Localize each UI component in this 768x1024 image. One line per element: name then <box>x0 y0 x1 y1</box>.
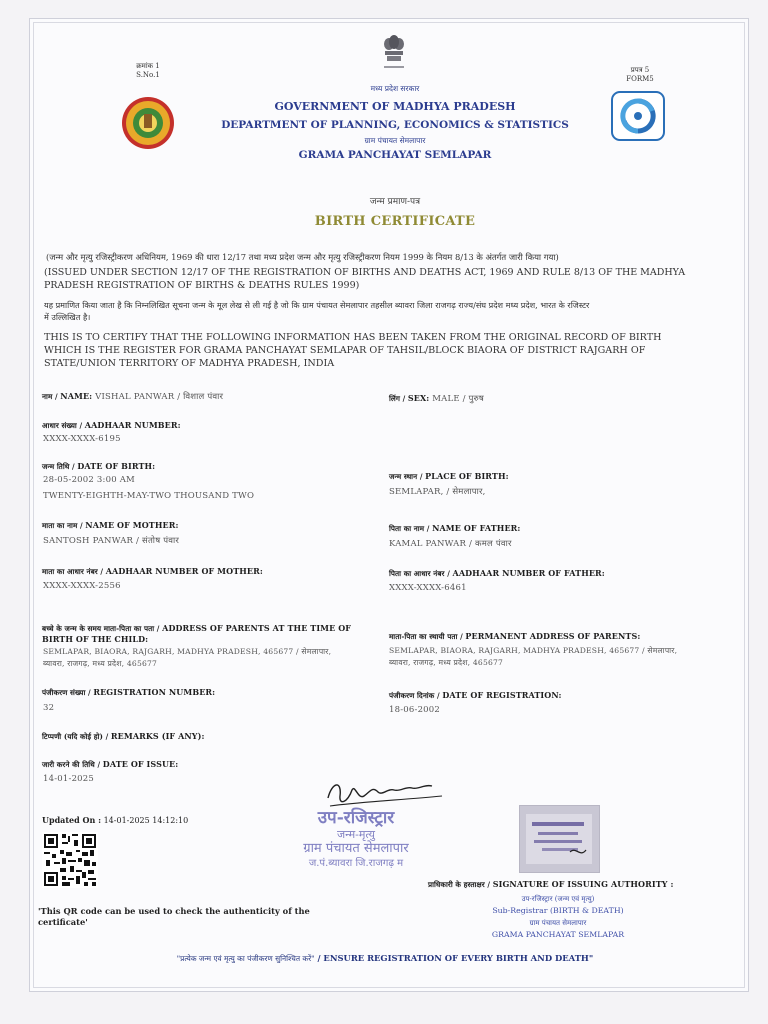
updated-on <box>42 815 188 825</box>
remarks-label-group <box>42 731 205 742</box>
birth-address-label-group <box>42 623 372 644</box>
father-aadhaar-label: AADHAAR NUMBER OF FATHER: <box>452 568 605 578</box>
dob-value: 28-05-2002 3:00 AM <box>43 475 135 485</box>
issue-label-group <box>42 759 178 770</box>
small-seal-image <box>519 805 600 873</box>
authority-en: Sub-Registrar (BIRTH & DEATH) <box>492 906 624 915</box>
sex-label-hi: लिंग / <box>389 394 408 403</box>
authority-hi: उप-रजिस्ट्रार (जन्म एवं मृत्यु) <box>521 895 595 903</box>
aadhaar-label-group <box>42 420 181 431</box>
certify-hindi-line-2: में उल्लिखित है। <box>44 312 91 322</box>
authority-panchayat-hi: ग्राम पंचायत सेमलापार <box>529 919 587 927</box>
perm-address-label: PERMANENT ADDRESS OF PARENTS: <box>465 631 641 641</box>
mp-seal-icon <box>121 96 175 150</box>
birth-address-label-hi: बच्चे के जन्म के समय माता-पिता का पता / <box>42 624 163 633</box>
remarks-label: REMARKS (IF ANY): <box>110 731 205 741</box>
gov-hindi: मध्य प्रदेश सरकार <box>370 84 420 93</box>
pob-label: PLACE OF BIRTH: <box>425 471 509 481</box>
issue-label: DATE OF ISSUE: <box>102 759 179 769</box>
sex-field <box>389 393 484 404</box>
perm-address-value-1: SEMLAPAR, BIAORA, RAJGARH, MADHYA PRADESH, 465677 / सेमलापार, <box>389 646 678 655</box>
perm-address-label-group <box>389 631 640 642</box>
issued-under-line-2: PRADESH REGISTRATION OF BIRTHS & DEATHS RULES 1999) <box>44 280 360 291</box>
father-aadhaar-label-group <box>389 568 605 579</box>
regdate-label: DATE OF REGISTRATION: <box>442 690 562 700</box>
form-en: FORM5 <box>626 75 654 83</box>
serial-number <box>120 62 176 80</box>
father-label-group <box>389 523 520 534</box>
certify-line-2: WHICH IS THE REGISTER FOR GRAMA PANCHAYAT SEMLAPAR OF TAHSIL/BLOCK BIAORA OF DISTRICT RAJGARH OF <box>44 345 646 356</box>
slogan <box>60 953 710 964</box>
form-hi: प्रपत्र 5 <box>630 66 650 74</box>
serial-en: S.No.1 <box>136 71 160 79</box>
remarks-label-hi: टिप्पणी (यदि कोई हो) / <box>42 732 111 741</box>
qr-note-line-2: certificate' <box>38 917 88 927</box>
issuing-authority <box>478 893 638 941</box>
certify-hindi-line-1: यह प्रमाणित किया जाता है कि निम्नलिखित सूचना जन्म के मूल लेख से ली गई है जो कि ग्राम पंचायत सेमलापार तहसील ब्यावरा जिला राजगढ़ राज्य/संघ प्रदेश मध्य प्रदेश, भारत के रजिस्टर <box>44 300 590 310</box>
perm-address-value-2: ब्यावरा, राजगढ़, मध्य प्रदेश, 465677 <box>389 658 504 667</box>
mother-label-hi: माता का नाम / <box>42 521 86 530</box>
official-stamp <box>276 808 436 870</box>
mother-aadhaar-label-group <box>42 566 263 577</box>
form-number <box>612 66 668 84</box>
panchayat-hindi: ग्राम पंचायत सेमलापार <box>364 136 426 145</box>
mother-aadhaar-value: XXXX-XXXX-2556 <box>43 581 121 591</box>
pob-value: SEMLAPAR, / सेमलापार, <box>389 487 486 497</box>
certify-line-3: STATE/UNION TERRITORY OF MADHYA PRADESH, INDIA <box>44 358 335 369</box>
pob-label-group <box>389 471 509 482</box>
stamp-line-1: उप-रजिस्ट्रार <box>317 808 395 828</box>
qr-note-line-1: 'This QR code can be used to check the authenticity of the <box>38 906 310 916</box>
father-label: NAME OF FATHER: <box>432 523 521 533</box>
dob-words: TWENTY-EIGHTH-MAY-TWO THOUSAND TWO <box>43 491 255 501</box>
qr-note <box>38 906 358 928</box>
aadhaar-label-hi: आधार संख्या / <box>42 421 85 430</box>
aadhaar-value: XXXX-XXXX-6195 <box>43 434 121 444</box>
birth-address-label-1: ADDRESS OF PARENTS AT THE TIME OF <box>162 623 352 633</box>
dept-title: DEPARTMENT OF PLANNING, ECONOMICS & STATISTICS <box>221 119 569 131</box>
regdate-label-group <box>389 690 562 701</box>
regno-label-group <box>42 687 215 698</box>
slogan-hindi: "प्रत्येक जन्म एवं मृत्यु का पंजीकरण सुनिश्चित करें" <box>176 954 315 963</box>
mother-aadhaar-label: AADHAAR NUMBER OF MOTHER: <box>105 566 263 576</box>
signature-label: SIGNATURE OF ISSUING AUTHORITY : <box>492 879 674 889</box>
father-label-hi: पिता का नाम / <box>389 524 433 533</box>
name-label: NAME: <box>60 391 93 401</box>
birth-address-value-2: ब्यावरा, राजगढ़, मध्य प्रदेश, 465677 <box>43 659 158 668</box>
birth-address-label-2: BIRTH OF THE CHILD: <box>42 634 149 644</box>
aadhaar-label: AADHAAR NUMBER: <box>84 420 181 430</box>
crs-logo-icon <box>611 91 665 141</box>
perm-address-label-hi: माता-पिता का स्थायी पता / <box>389 632 466 641</box>
dob-label: DATE OF BIRTH: <box>77 461 156 471</box>
name-value: VISHAL PANWAR / विशाल पंवार <box>95 392 224 402</box>
mother-label-group <box>42 520 179 531</box>
signature-label-group <box>428 879 674 890</box>
birth-address-value-1: SEMLAPAR, BIAORA, RAJGARH, MADHYA PRADESH, 465677 / सेमलापार, <box>43 647 332 656</box>
authority-panchayat-en: GRAMA PANCHAYAT SEMLAPAR <box>491 930 625 939</box>
stamp-line-2: जन्म-मृत्यु <box>336 828 376 841</box>
mother-aadhaar-label-hi: माता का आधार नंबर / <box>42 567 106 576</box>
regdate-value: 18-06-2002 <box>389 705 441 715</box>
stamp-line-3: ग्राम पंचायत सेमलापार <box>303 841 409 856</box>
certify-line-1: THIS IS TO CERTIFY THAT THE FOLLOWING INFORMATION HAS BEEN TAKEN FROM THE ORIGINAL RECORD OF BIRTH <box>44 332 662 343</box>
regno-label-hi: पंजीकरण संख्या / <box>42 688 94 697</box>
father-aadhaar-label-hi: पिता का आधार नंबर / <box>389 569 453 578</box>
updated-label: Updated On : <box>42 815 102 825</box>
name-label-hi: नाम / <box>42 392 61 401</box>
title-birth-certificate: BIRTH CERTIFICATE <box>314 214 476 229</box>
father-value: KAMAL PANWAR / कमल पंवार <box>389 539 512 549</box>
serial-hi: क्रमांक 1 <box>136 62 160 70</box>
issued-under-line-1: (ISSUED UNDER SECTION 12/17 OF THE REGISTRATION OF BIRTHS AND DEATHS ACT, 1969 AND RULE 8/13 OF THE MADHYA <box>44 267 686 278</box>
issued-under-hindi: (जन्म और मृत्यु रजिस्ट्रीकरण अधिनियम, 1969 की धारा 12/17 तथा मध्य प्रदेश जन्म और मृत्यु रजिस्ट्रीकरण नियम 1999 के नियम 8/13 के अंतर्गत जारी किया गया) <box>46 252 559 262</box>
regdate-label-hi: पंजीकरण दिनांक / <box>389 691 443 700</box>
updated-value: 14-01-2025 14:12:10 <box>103 816 189 825</box>
sex-value: MALE / पुरुष <box>432 394 485 404</box>
issue-value: 14-01-2025 <box>43 774 95 784</box>
slogan-english: / ENSURE REGISTRATION OF EVERY BIRTH AND DEATH" <box>314 953 594 963</box>
sex-label: SEX: <box>407 393 430 403</box>
pob-label-hi: जन्म स्थान / <box>389 472 426 481</box>
name-field <box>42 391 223 402</box>
dob-label-hi: जन्म तिथि / <box>42 462 78 471</box>
national-emblem-icon <box>381 34 407 74</box>
mother-label: NAME OF MOTHER: <box>85 520 179 530</box>
regno-value: 32 <box>43 703 55 713</box>
father-aadhaar-value: XXXX-XXXX-6461 <box>389 583 467 593</box>
qr-code[interactable] <box>42 832 98 888</box>
gov-title: GOVERNMENT OF MADHYA PRADESH <box>274 100 516 113</box>
mother-value: SANTOSH PANWAR / संतोष पंवार <box>43 536 180 546</box>
signature-label-hi: प्राधिकारी के हस्ताक्षर / <box>428 880 493 889</box>
title-hindi: जन्म प्रमाण-पत्र <box>369 197 421 207</box>
issue-label-hi: जारी करने की तिथि / <box>42 760 103 769</box>
dob-label-group <box>42 461 155 472</box>
stamp-line-4: ज.पं.ब्यावरा जि.राजगढ़ म <box>308 858 404 869</box>
regno-label: REGISTRATION NUMBER: <box>93 687 216 697</box>
panchayat-title: GRAMA PANCHAYAT SEMLAPAR <box>298 149 492 161</box>
